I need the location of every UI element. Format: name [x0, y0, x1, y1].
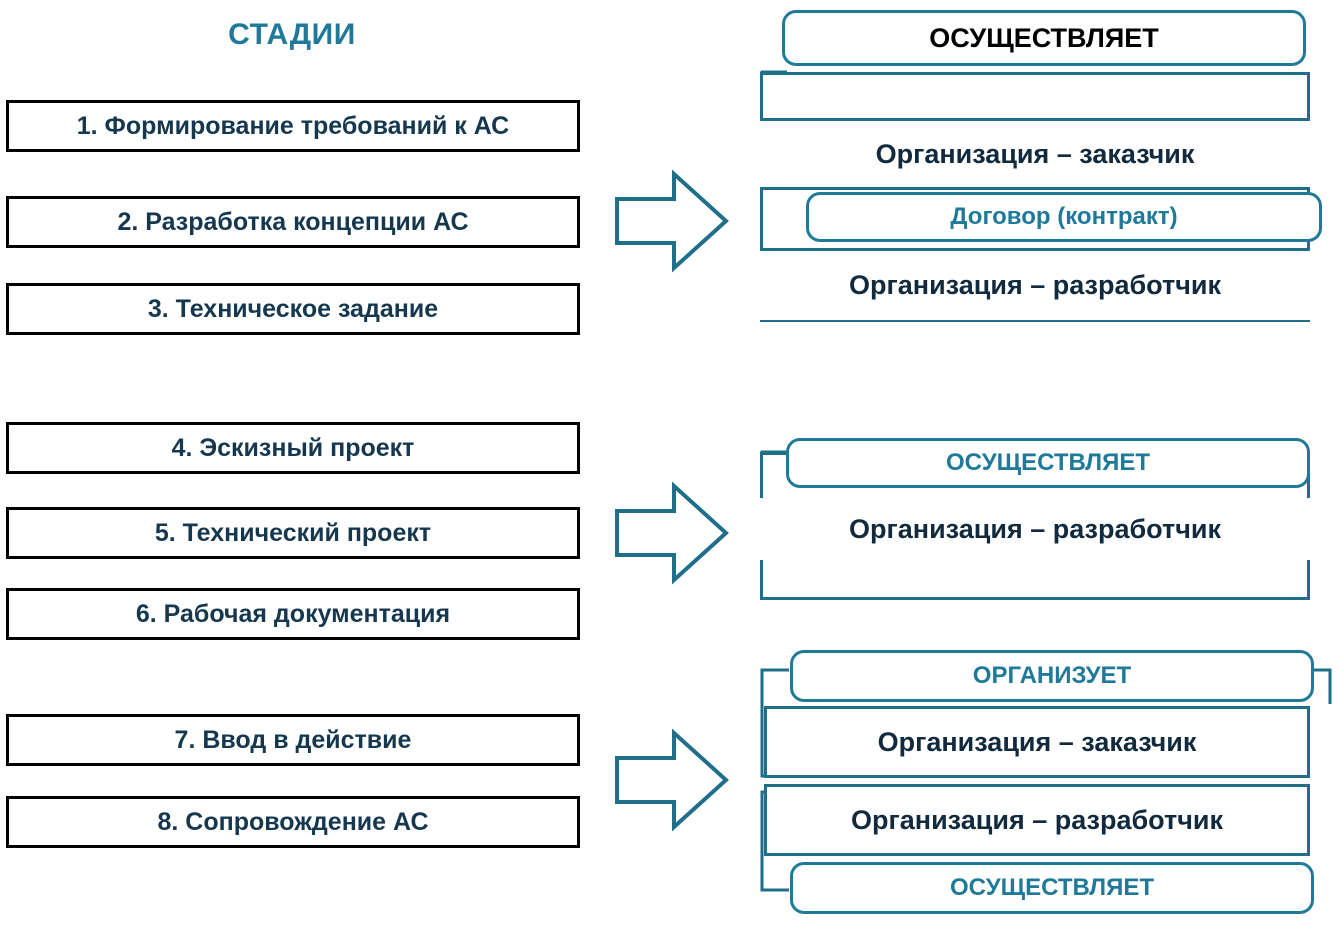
contract-badge[interactable]: Договор (контракт): [806, 192, 1322, 242]
organizes-badge[interactable]: ОРГАНИЗУЕТ: [790, 650, 1314, 702]
stage-box-5[interactable]: 5. Технический проект: [6, 507, 580, 559]
stage-box-6[interactable]: 6. Рабочая документация: [6, 588, 580, 640]
stage-box-8[interactable]: 8. Сопровождение АС: [6, 796, 580, 848]
developer-org-3[interactable]: Организация – разработчик: [764, 784, 1310, 856]
developer-org-2[interactable]: Организация – разработчик: [760, 498, 1310, 560]
right-arrow-icon-2: [612, 478, 732, 588]
customer-org-3[interactable]: Организация – заказчик: [764, 706, 1310, 778]
customer-org-1[interactable]: Организация – заказчик: [760, 118, 1310, 190]
stage-box-4[interactable]: 4. Эскизный проект: [6, 422, 580, 474]
stage-box-3[interactable]: 3. Техническое задание: [6, 283, 580, 335]
stage-box-2[interactable]: 2. Разработка концепции АС: [6, 196, 580, 248]
right-arrow-icon-1: [612, 166, 732, 276]
right-arrow-icon-3: [612, 725, 732, 835]
stages-title: СТАДИИ: [228, 18, 356, 51]
developer-org-1[interactable]: Организация – разработчик: [760, 248, 1310, 320]
performs-badge-2[interactable]: ОСУЩЕСТВЛЯЕТ: [786, 438, 1310, 488]
stage-box-7[interactable]: 7. Ввод в действие: [6, 714, 580, 766]
stage-box-1[interactable]: 1. Формирование требований к АС: [6, 100, 580, 152]
performs-badge-1[interactable]: ОСУЩЕСТВЛЯЕТ: [782, 10, 1306, 66]
performs-badge-3[interactable]: ОСУЩЕСТВЛЯЕТ: [790, 862, 1314, 914]
